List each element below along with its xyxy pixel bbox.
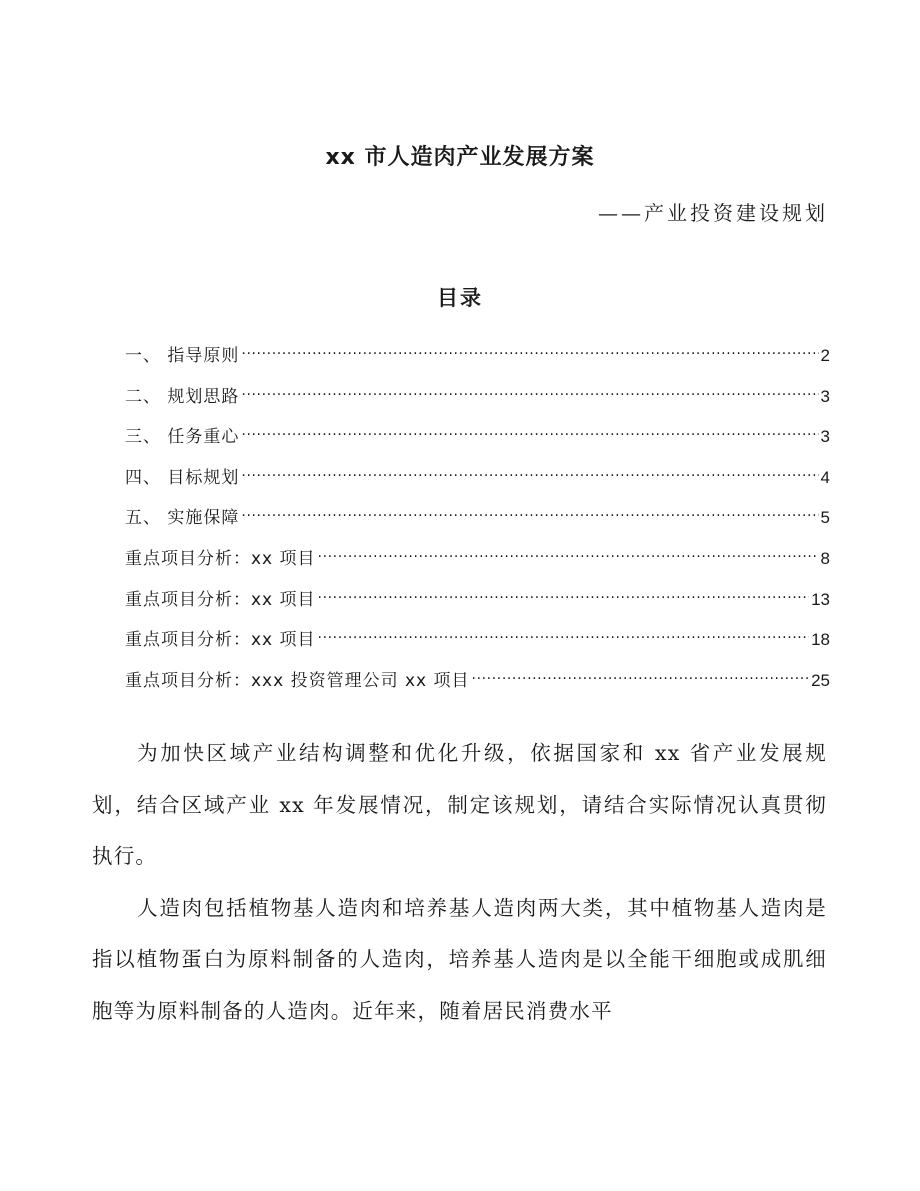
toc-entry-page: 8 [820, 548, 830, 568]
toc-entry-page: 3 [820, 386, 830, 406]
toc-entry-5[interactable] [125, 497, 830, 538]
toc-entry-page: 3 [820, 427, 830, 447]
toc-entry-page: 5 [820, 508, 830, 528]
toc-entry-label: 一、 指导原则 [125, 346, 240, 366]
toc-entry-label: 重点项目分析：xxx 投资管理公司 xx 项目 [125, 670, 470, 691]
toc-entry-page: 13 [811, 589, 830, 609]
toc-heading: 目录 [437, 286, 483, 310]
toc-dot-leader [318, 619, 810, 645]
toc-dot-leader [241, 416, 818, 442]
toc-dot-leader [241, 376, 818, 402]
body-paragraph-1: 为加快区域产业结构调整和优化升级，依据国家和 xx 省产业发展规划，结合区域产业 xx 年发展情况，制定该规划，请结合实际情况认真贯彻执行。 [92, 741, 827, 868]
toc-entry-label: 二、 规划思路 [125, 386, 240, 407]
toc-entry-label: 四、 目标规划 [125, 467, 240, 488]
toc-entry-page: 18 [811, 630, 830, 650]
toc-entry-label: 重点项目分析：xx 项目 [125, 548, 316, 569]
toc-entry-page: 4 [820, 467, 830, 487]
toc-entry-label: 五、 实施保障 [125, 508, 240, 529]
toc-entry-label: 三、 任务重心 [125, 427, 240, 448]
toc-entry-9[interactable] [125, 660, 830, 701]
document-title: xx 市人造肉产业发展方案 [325, 145, 595, 170]
toc-dot-leader [241, 335, 818, 361]
toc-entry-label: 重点项目分析：xx 项目 [125, 630, 316, 651]
toc-entry-page: 2 [820, 346, 830, 365]
body-text [92, 728, 827, 1037]
toc-entry-4[interactable] [125, 457, 830, 498]
toc-entry-8[interactable] [125, 619, 830, 660]
toc-entry-1[interactable] [125, 335, 830, 376]
toc-entry-7[interactable] [125, 579, 830, 620]
document-subtitle: ——产业投资建设规划 [598, 201, 828, 225]
toc-entry-6[interactable] [125, 538, 830, 579]
toc-entry-page: 25 [811, 670, 830, 690]
toc-dot-leader [318, 579, 810, 605]
toc-dot-leader [318, 538, 819, 564]
toc-entry-2[interactable] [125, 376, 830, 417]
toc-dot-leader [241, 457, 818, 483]
table-of-contents [125, 335, 830, 700]
toc-entry-label: 重点项目分析：xx 项目 [125, 589, 316, 610]
toc-entry-3[interactable] [125, 416, 830, 457]
toc-dot-leader [472, 660, 810, 686]
toc-dot-leader [241, 497, 818, 523]
body-paragraph-2: 人造肉包括植物基人造肉和培养基人造肉两大类，其中植物基人造肉是指以植物蛋白为原料制备的人造肉，培养基人造肉是以全能干细胞或成肌细胞等为原料制备的人造肉。近年来，随着居民消费水平 [92, 895, 827, 1023]
